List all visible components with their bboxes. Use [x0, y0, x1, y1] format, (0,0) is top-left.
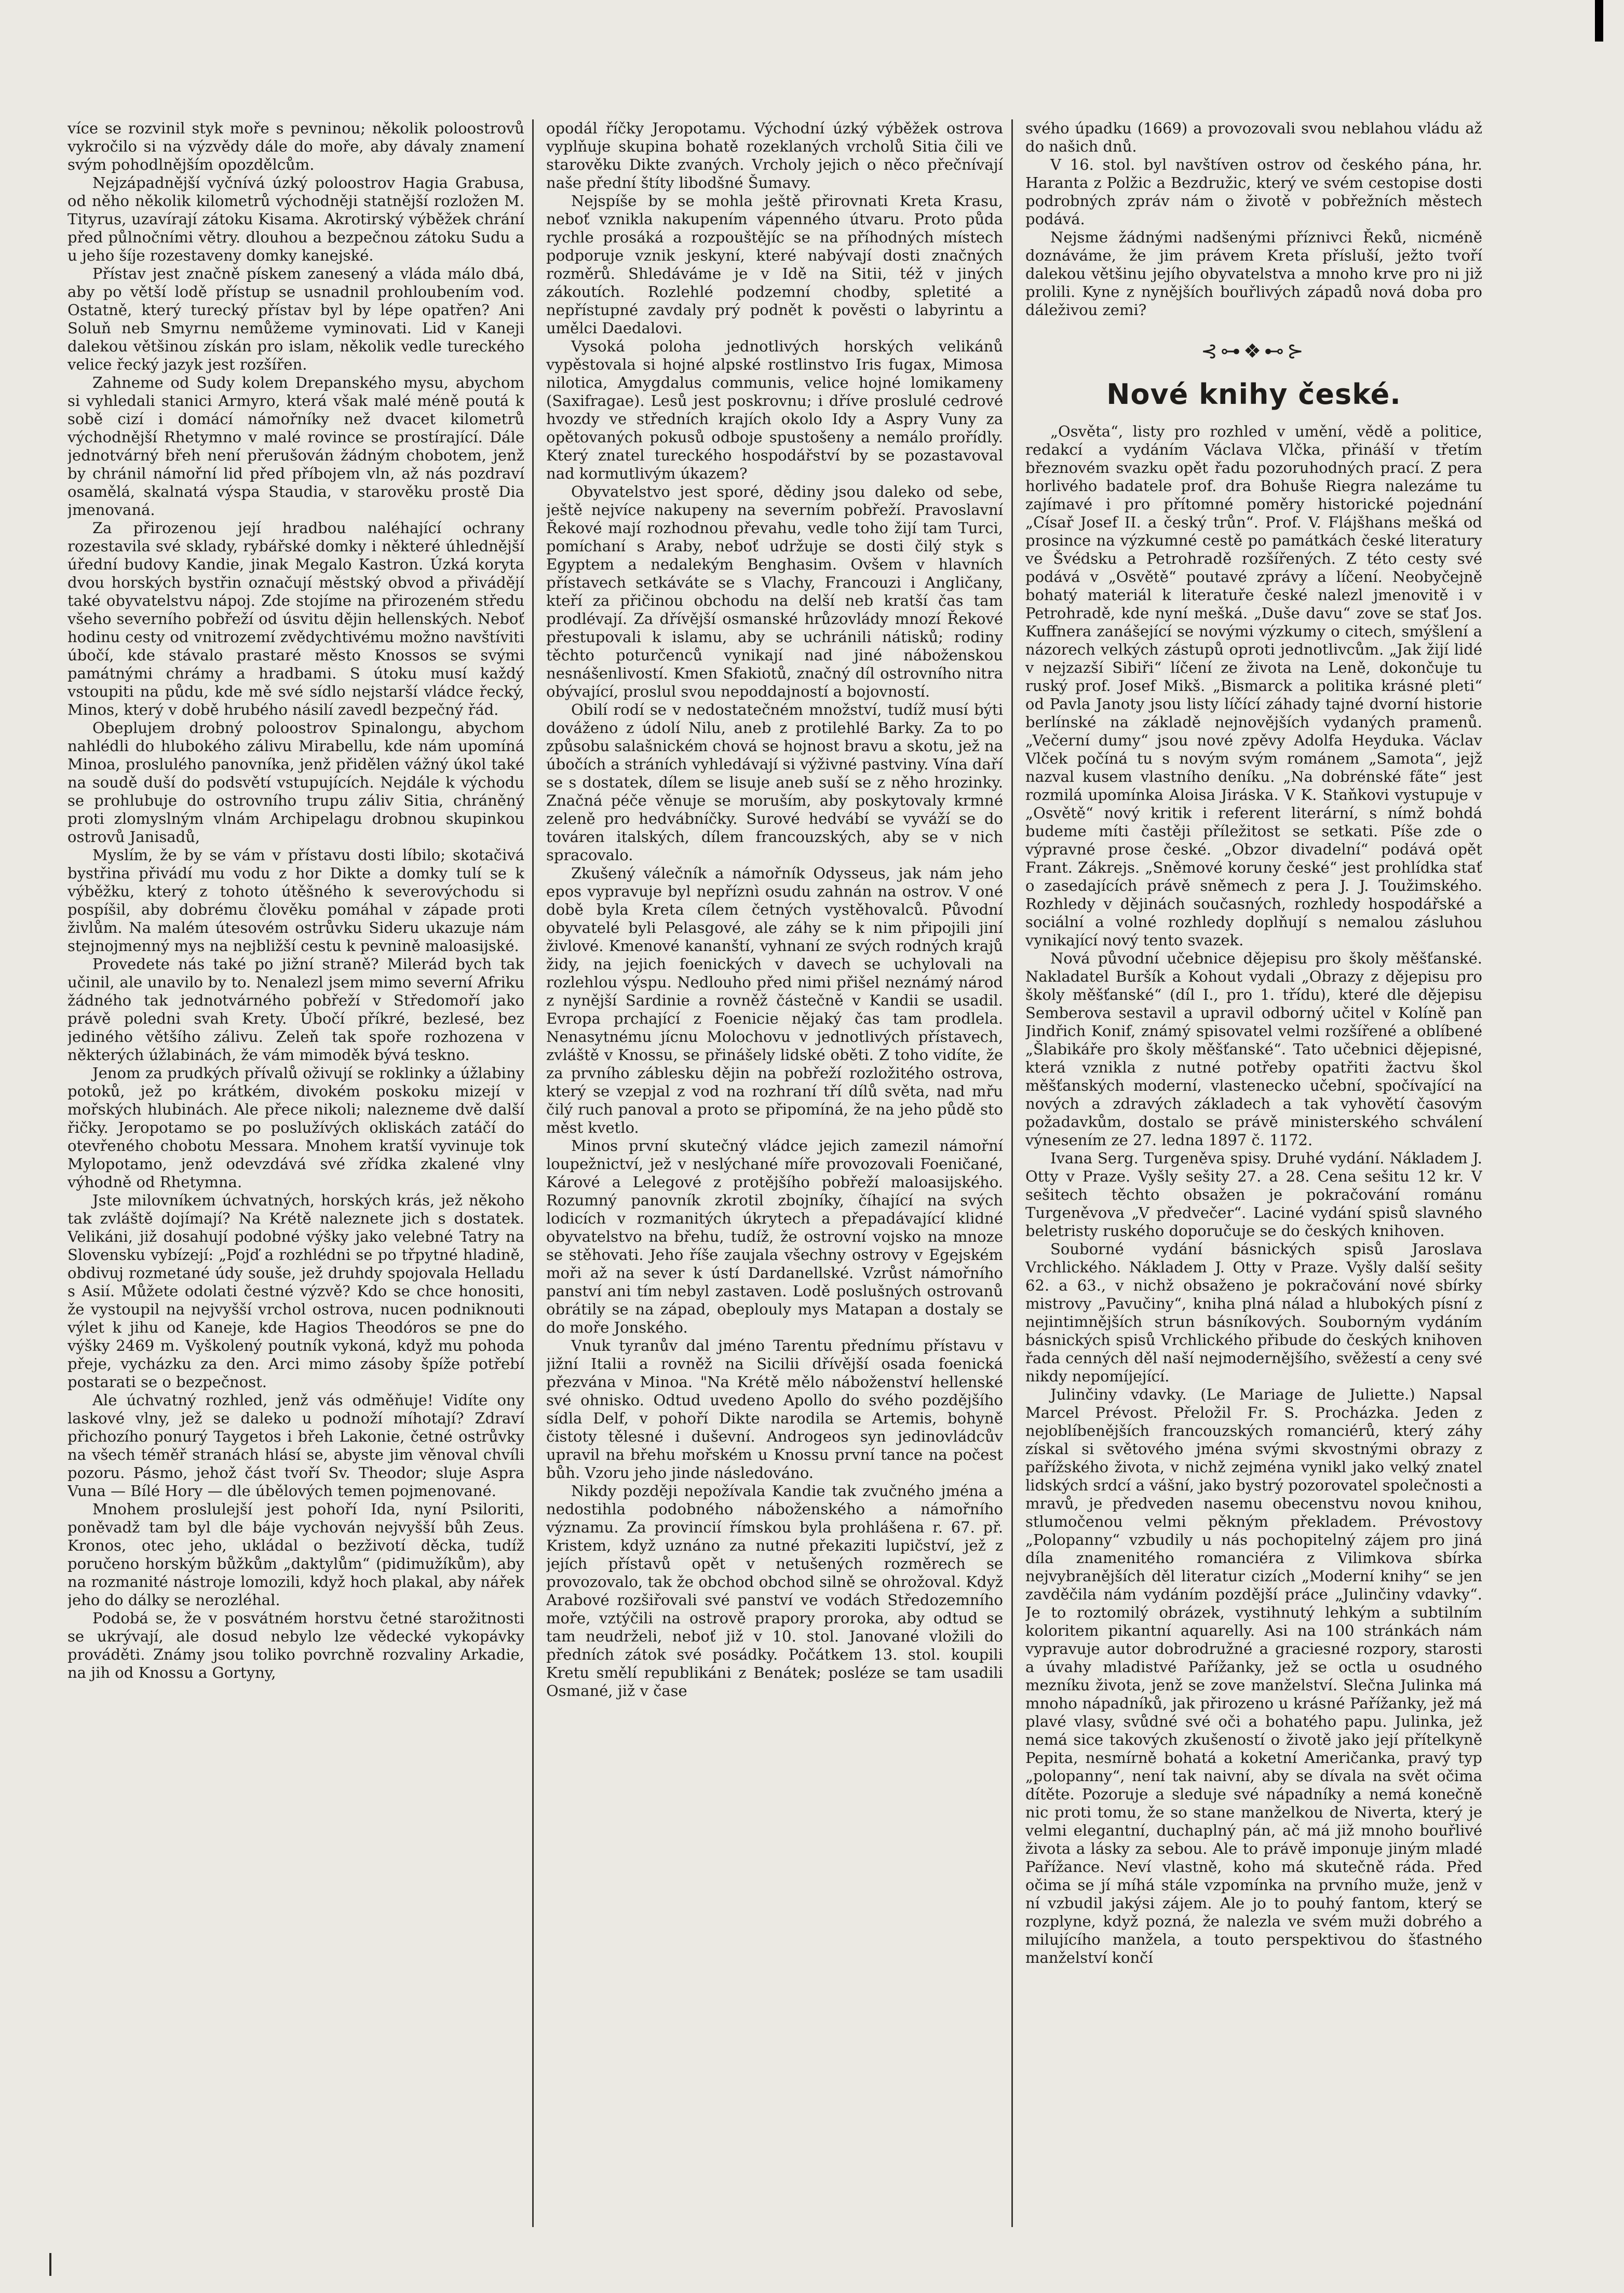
- paragraph: Zkušený válečník a námořník Odysseus, jak nám jeho epos vypravuje byl nepříznì osudu zahnán na ostrov. V oné době byla Kreta cílem četných vystěhovalců. Původní obyvatelé byli Pelasgové, ale záhy se k nim připojili jiní živlové. Kmenové kananští, vyhnaní ze svých rodných krajů židy, na jejich foenických v davech se uchylovali na rozlehlou výspu. Nedlouho před nimi přišel neznámý národ z nynější Sardinie a rovněž částečně v Kandii se usadil. Evropa prchající z Foenicie nějaký čas tam prodlela. Nenasytnému jícnu Molochovu v jednotlivých přístavech, zvláště v Knossu, se přinášely lidské oběti. Z toho vidíte, že za prvního záblesku dějin na pobřeží rozložitého ostrova, který se vzepjal z vod na rozhraní tří dílů světa, nad mřu čilý ruch panoval a proto se připomíná, že na jeho půdě sto měst kvetlo.: [546, 864, 1003, 1136]
- newspaper-page: [67, 119, 1498, 2227]
- paragraph: Nikdy později nepožívala Kandie tak zvučného jména a nedostihla podobného náboženského a námořního významu. Za provincií římskou byla prohlášena r. 67. př. Kristem, když uznáno za nutné překaziti lupičství, jež z jejích přístavů opět v netušených rozměrech se provozovalo, tak že obchod obchod silně se ohrožoval. Když Arabové rozšiřovali své panství ve vodách Středozemního moře, vztýčili na ostrově prapory proroka, aby odtud se tam neudrželi, neboť již v 10. stol. Janované vložili do předních zátok své posádky. Počátkem 13. stol. koupili Kretu smělí republikáni z Benátek; posléze se tam usadili Osmané, již v čase: [546, 1482, 1003, 1700]
- paragraph: Provedete nás také po jižní straně? Milerád bych tak učinil, ale unavilo by to. Nenalezl jsem mimo severní Afriku žádného tak jednotvárného pobřeží v Středomoří jako právě poledni svah Krety. Úbočí příkré, bezlesé, bez jediného většího zálivu. Zeleň tak spoře rozhozena v některých úžlabinách, že vám mimoděk bývá teskno.: [67, 955, 524, 1064]
- margin-mark: [49, 2253, 51, 2276]
- paragraph: Vysoká poloha jednotlivých horských velikánů vypěstovala si hojné alpské rostlinstvo Iris fugax, Mimosa nilotica, Amygdalus communis, velice hojné lomikameny (Saxifragae). Lesů jest poskrovnu; i dříve proslulé cedrové hvozdy ve středních krajích okolo Idy a Aspry Vuny za opětovaných pokusů odboje spustošeny a nemálo prořídly. Který znatel tureckého hospodářství by se pozastavoval nad kormutlivým úkazem?: [546, 337, 1003, 482]
- section-ornament: ⊰⊶❖⊷⊱: [1201, 340, 1307, 362]
- paragraph: Myslím, že by se vám v přístavu dosti líbilo; skotačivá bystřina přivádí mu vodu z hor Dikte a domky tulí se k výběžku, který z tohoto útěšného k severovýchodu si pospíšil, aby dobrému člověku pomáhal v západe proti živlům. Na malém útesovém ostrůvku Sideru ukazuje nám stejnojmenný mys na nejbližší cestu k pevnině maloasijské.: [67, 846, 524, 955]
- scan-edge-mark: [1595, 0, 1603, 42]
- paragraph: více se rozvinil styk moře s pevninou; několik poloostrovů vykročilo si na výzvědy dále do moře, aby dávaly znamení svým pohodlnějším opozdělcům.: [67, 119, 524, 173]
- column-middle: [546, 119, 1003, 2227]
- column-left: [67, 119, 524, 2227]
- column-divider: [1011, 119, 1013, 2227]
- paragraph: Obeplujem drobný poloostrov Spinalongu, abychom nahlédli do hlubokého zálivu Mirabellu, kde nám upomíná Minoa, proslulého panovníka, jenž přidělen vážný úkol také na soudě duší do podsvětí vstupujících. Nejdále k východu se prohlubuje do ostrovního trupu záliv Sitia, chráněný proti zlomyslným vlnám Archipelagu drobnou skupinkou ostrovů Janisadů,: [67, 719, 524, 846]
- paragraph: Nejzápadnější vyčnívá úzký poloostrov Hagia Grabusa, od něho několik kilometrů východněji statnější rozložen M. Tityrus, uzavírají zátoku Kisama. Akrotirský výběžek chrání před půlnočními větry. dlouhou a bezpečnou zátoku Sudu a u jeho šíje rozestaveny domky kanejské.: [67, 174, 524, 264]
- paragraph: Obyvatelstvo jest sporé, dědiny jsou daleko od sebe, ještě nejvíce nakupeny na severním pobřeží. Pravoslavní Řekové mají rozhodnou převahu, vedle toho žijí tam Turci, pomíchaní s Araby, neboť udržuje se dosti čilý styk s Egyptem a nedalekým Benghasim. Ovšem v hlavních přístavech setkáváte se s Vlachy, Francouzi i Angličany, kteří za přičinou obchodu na delší neb kratší čas tam prodlévají. Za dřívější osmanské hrůzovlády mnozí Řekové přestupovali k islamu, aby se uchránili nátisků; rodiny těchto poturčenců vynikají nad jiné náboženskou nesnášenlivostí. Kmen Sfakiotů, značný díl ostrovního nitra obývající, proslul svou nepoddajností a bojovností.: [546, 483, 1003, 700]
- paragraph: opodál říčky Jeropotamu. Východní úzký výběžek ostrova vyplňuje skupina bohatě rozeklaných vrcholů Sitia čili ve starověku Dikte zvaných. Vrcholy jejich o něco přečnívají naše přední štíty libodšné Šumavy.: [546, 119, 1003, 192]
- column-divider: [532, 119, 534, 2227]
- paragraph: Za přirozenou její hradbou naléhající ochrany rozestavila své sklady, rybářské domky i některé úhlednější úřední budovy Kandie, jinak Megalo Kastron. Úzká koryta dvou horských bystřin označují městský obvod a přivádějí také obyvatelstvu nápoj. Zde stojíme na přirozeném středu všeho severního pobřeží od úsvitu dějin hellenských. Neboť hodinu cesty od vnitrozemí zvědychtivému možno navštíviti úbočí, kde stávalo prastaré město Knossos se svými památnými chrámy a hradbami. S útoku musí každý vstoupiti na půdu, kde mě své sídlo nejstarší vládce řecký, Minos, který v době hrubého násilí zavedl bezpečný řád.: [67, 519, 524, 718]
- paragraph: Julinčiny vdavky. (Le Mariage de Juliette.) Napsal Marcel Prévost. Přeložil Fr. S. Procházka. Jeden z nejoblíbenějších francouzských romanciérů, který záhy získal si světového jména svými skvostnými obrazy z pařížského života, v nichž zejména vynikl jako velký znatel lidských srdcí a vášní, jako bystrý pozorovatel společnosti a mravů, je předveden nasemu obecenstvu novou knihou, stlumočenou velmi pěkným překladem. Prévostovy „Polopanny“ vzbudily u nás pochopitelný zájem pro jiná díla znamenitého romanciéra z Vilimkova sbírka nejvybranějších děl literatur cizích „Moderní knihy“ se jen zavděčila nám vydáním pozdější práce „Julinčiny vdavky“. Je to roztomilý obrázek, vystihnutý lehkým a subtilním koloritem pikantní aquarelly. Asi na 100 stránkách nám vypravuje autor dobrodružné a graciesné rozpory, starosti a úvahy mladistvé Pařížanky, jež se octla u osudného mezníku života, jenž se zove manželství. Slečna Julinka má mnoho nápadníků, jak přirozeno u krásné Pařížanky, jež má plavé vlasy, svůdné své oči a bohatého papu. Julinka, jež nemá sice takových zkušeností o životě jako její přítelkyně Pepita, nesmírně bohatá a koketní Američanka, pravý typ „polopanny“, není tak naivní, aby se dívala na svět očima dítěte. Pozoruje a sleduje své nápadníky a nemá konečně nic proti tomu, že so stane manželkou de Niverta, který je velmi elegantní, duchaplný pán, ač má již mnoho bouřlivé života a lásky za sebou. Ale to právě imponuje jiným mladé Pařížance. Neví vlastně, koho má skutečně ráda. Před očima se jí míhá stále vzpomínka na prvního muže, jenž v ní vzbudil jakýsi zájem. Ale jo to pouhý fantom, který se rozplyne, když pozná, že nalezla ve svém muži dobrého a milujícího manžela, a touto perspektivou do šťastného manželství končí: [1025, 1386, 1482, 1966]
- article-crete-ending: [1025, 119, 1482, 319]
- paragraph: Zahneme od Sudy kolem Drepanského mysu, abychom si vyhledali stanici Armyro, která však malé méně poutá k sobě cizí i domácí námořníky než dvacet kilometrů východnější Rhetymno v malé rovince se prostírající. Dále jednotvárný břeh není přerušován žádným chobotem, jenž by chránil námořní lid před příbojem vln, až nás pozdraví osamělá, skalnatá výspa Staudia, v starověku prostě Dia jmenovaná.: [67, 374, 524, 519]
- paragraph: Mnohem proslulejší jest pohoří Ida, nyní Psiloriti, poněvadž tam byl dle báje vychován nejvyšší bůh Zeus. Kronos, otec jeho, ukládal o bezživotí děcka, tudíž poručeno horským bůžkům „daktylům“ (pidimužíkům), aby na rozmanité nástroje lomozili, když hoch plakal, aby nářek jeho do dálky se nerozléhal.: [67, 1500, 524, 1609]
- paragraph: Podobá se, že v posvátném horstvu četné starožitnosti se ukrývají, ale dosud nebylo lze vědecké vykopávky prováděti. Známy jsou toliko povrchně rozvaliny Arkadie, na jih od Knossu a Gortyny,: [67, 1609, 524, 1681]
- paragraph: svého úpadku (1669) a provozovali svou neblahou vládu až do našich dnů.: [1025, 119, 1482, 155]
- paragraph: Jenom za prudkých přívalů oživují se roklinky a úžlabiny potoků, jež po krátkém, divokém poskoku mizejí v mořských hlubinách. Ale přece nikoli; nalezneme dvě další řičky. Jeropotamo se po poslužívých okliskách zatáčí do otevřeného chobotu Messara. Mnohem kratší vyvinuje tok Mylopotamo, jenž odevzdává své zřídka zkalené vlny výhodně od Rhetymna.: [67, 1064, 524, 1191]
- paragraph: Nejsme žádnými nadšenými příznivci Řeků, nicméně doznáváme, že jim právem Kreta přísluší, ježto tvoří dalekou většinu jejího obyvatelstva a mnoho krve pro ni již prolili. Kyne z nynějších bouřlivých západů nová doba pro dáleživou zemi?: [1025, 228, 1482, 319]
- paragraph: V 16. stol. byl navštíven ostrov od českého pána, hr. Haranta z Polžic a Bezdružic, který ve svém cestopise dosti podrobných zpráv nám o životě v pobřežních městech podává.: [1025, 156, 1482, 228]
- paragraph: Ale úchvatný rozhled, jenž vás odměňuje! Vidíte ony laskové vlny, jež se daleko u podnoží míhotají? Zdraví přichozího ponurý Taygetos i břeh Lakonie, četné ostrůvky na všech téměř stranách hlásí se, abyste jim věnoval chvíli pozoru. Pásmo, jehož část tvoří Sv. Theodor; sluje Aspra Vuna — Bílé Hory — dle úbělových temen pojmenované.: [67, 1391, 524, 1500]
- paragraph: „Osvěta“, listy pro rozhled v umění, vědě a politice, redakcí a vydáním Václava Vlčka, přináší v třetím březnovém svazku opět řadu pozoruhodných prací. Z pera horlivého badatele prof. dra Bohuše Riegra nalezáme tu zajímavé i pro přítomné poměry historické pojednání „Císař Josef II. a český trůn“. Prof. V. Flájšhans mešká od prosince na výzkumné cestě po památkách české literatury ve Švédsku a Petrohradě rozšířených. Z této cesty své podává v „Osvětě“ poutavé zprávy a líčení. Neobyčejně bohatý materiál k literatuře české nalezl jmenovitě i v Petrohradě, kde nyní mešká. „Duše davu“ zove se stať Jos. Kuffnera zanášející se novými výzkumy o citech, smýšlení a názorech velkých zástupů oproti jednotlivcům. „Jak žijí lidé v nejzazší Sibiři“ líčení ze života na Leně, dokončuje tu ruský prof. Josef Mikš. „Bismarck a politika krásné pleti“ od Pavla Janoty jsou listy líčící záhady tajné dvorní historie berlínské na základě nejnovějších vydaných pramenů. „Večerní dumy“ jsou nové zpěvy Adolfa Heyduka. Václav Vlček počíná tu s novým svým románem „Samota“, jejž nazval kusem vlastního deníku. „Na dobrénské fa̋te“ jest rozmilá upomínka Aloisa Jiráska. V K. Staňkovi vystupuje v „Osvětě“ nový kritik i referent literární, s nímž bohdá budeme míti častěji příležitost se setkati. Píše zde o výpravné prose české. „Obzor divadelní“ podává opět Frant. Zákrejs. „Sněmové koruny české“ jest prohlídka stať o zasedajících právě sněmech z pera J. J. Toužimského. Rozhledy v dějinách současných, rozhledy hospodářské a sociální a volné rozhledy doplňují s nemalou zásluhou vynikající nový tento svazek.: [1025, 423, 1482, 949]
- paragraph: Obilí rodí se v nedostatečném množství, tudíž musí býti dováženo z údolí Nilu, aneb z protilehlé Barky. Za to po způsobu salašnickém chová se hojnost bravu a skotu, jež na úbočích a stráních vyhledávají si výživné pastviny. Vína daří se s dostatek, dílem se lisuje aneb suší se z něho hrozinky. Značná péče věnuje se moruším, aby poskytovaly krmné zeleně pro hedvábníčky. Surové hedvábí se vyváží se do továren italských, dílem francouzských, aby se v nich spracovalo.: [546, 701, 1003, 864]
- paragraph: Nejspíše by se mohla ještě přirovnati Kreta Krasu, neboť vznikla nakupením vápenného útvaru. Proto půda rychle prosáká a rozpouštějíc se na příhodných místech podporuje vznik jeskyní, které nabývají dosti značných rozměrů. Shledáváme je v Idě na Sitii, též v jiných zákoutích. Rozlehlé podzemní chodby, spletité a nepřístupné zavdaly prý podnět k pověsti o labyrintu a umělci Daedalovi.: [546, 192, 1003, 337]
- paragraph: Vnuk tyranův dal jméno Tarentu přednímu přístavu v jižní Italii a rovněž na Sicilii dřívější osada foenická přezvána v Minoa. "Na Krétě mělo náboženství hellenské své ohnisko. Odtud uvedeno Apollo do svého pozdějšího sídla Delf, v pohoří Dikte narodila se Artemis, bohyně čistoty tělesné i duševní. Androgeos syn jedinovládcův upravil na břehu mořském u Knossu první tance na počest bůh. Vzoru jeho jinde následováno.: [546, 1337, 1003, 1482]
- column-right: [1025, 119, 1482, 2227]
- paragraph: Přístav jest značně pískem zanesený a vláda málo dbá, aby po větší lodě přístup se usnadnil prohloubením vod. Ostatně, který turecký přístav byl by lépe opatřen? Ani Soluň neb Smyrnu nemůžeme vyminovati. Lid v Kaneji dalekou většinou získán pro islam, několik vedle tureckého velice řecký jazyk jest rozšířen.: [67, 265, 524, 373]
- section-title: Nové knihy české.: [1106, 378, 1401, 411]
- paragraph: Jste milovníkem úchvatných, horských krás, jež někoho tak zvláště dojímají? Na Krétě naleznete jich s dostatek. Velikáni, již dosahují podobné výšky jako velebné Tatry na Slovensku vybízejí: „Pojď a rozhlédni se po třpytné hladině, obdivuj rozmetané údy souše, jež druhdy spojovala Helladu s Asií. Můžete odolati čestné výzvě? Kdo se chce honositi, že vystoupil na nejvyšší vrchol ostrova, nucen podniknouti výlet k jihu od Kaneje, kde Hagios Theodóros se pne do výšky 2469 m. Vyškolený poutník vykoná, když mu pohoda přeje, vycházku za den. Arci mimo zásoby špíže potřebí postarati se o bezpečnost.: [67, 1191, 524, 1391]
- paragraph: Minos první skutečný vládce jejich zamezil námořní loupežnictví, jež v neslýchané míře provozovali Foeničané, Kárové a Lelegové z protějšího pobřeží maloasijského. Rozumný panovník zkrotil zbojníky, číhající na svých lodicích v rozmanitých úkrytech a přepadávající klidné obyvatelstvo na břehu, tudíž, že ostrovní vojsko na mnoze se stěhovati. Jeho říše zaujala všechny ostrovy v Egejském moři až na sever k ústí Dardanellské. Vzrůst námořního panství ani tím nebyl zastaven. Lodě poslušných ostrovanů obrátily se na západ, obeplouly mys Matapan a dostaly se do moře Jonského.: [546, 1137, 1003, 1336]
- paragraph: Souborné vydání básnických spisů Jaroslava Vrchlického. Nákladem J. Otty v Praze. Vyšly další sešity 62. a 63., v nichž obsaženo je pokračování nové sbírky mistrovy „Pavučiny“, kniha plná nálad a hlubokých písní z nejintimnějších strun básníkových. Souborným vydáním básnických spisů Vrchlického přibude do českých knihoven řada cenných děl naší nejmodernějšího, svěžestí a ceny své nikdy nepomíjející.: [1025, 1240, 1482, 1385]
- book-reviews: [1025, 423, 1482, 1967]
- paragraph: Nová původní učebnice dějepisu pro školy měšťanské. Nakladatel Buršík a Kohout vydali „Obrazy z dějepisu pro školy měšťanské“ (díl I., pro 1. třídu), které dle dějepisu Semberova sestavil a upravil odborný učitel v Kolíně pan Jindřich Konif, známý spisovatel velmi rozšířené a oblíbené „Šlabikáře pro školy měšťanské“. Tato učebnici dějepisné, která vznikla z nutné potřeby opatřiti žactvu škol měšťanských moderní, vlastenecko učební, spočívající na nových a zdravých základech a tak vyhovětí časovým požadavkům, dostalo se právě ministerského schválení výnesením ze 27. ledna 1897 č. 1172.: [1025, 949, 1482, 1149]
- paragraph: Ivana Serg. Turgeněva spisy. Druhé vydání. Nákladem J. Otty v Praze. Vyšly sešity 27. a 28. Cena sešitu 12 kr. V sešitech těchto obsažen je pokračování románu Turgeněvova „V předvečer“. Laciné vydání spisů slavného beletristy ruského doporučuje se do českých knihoven.: [1025, 1149, 1482, 1240]
